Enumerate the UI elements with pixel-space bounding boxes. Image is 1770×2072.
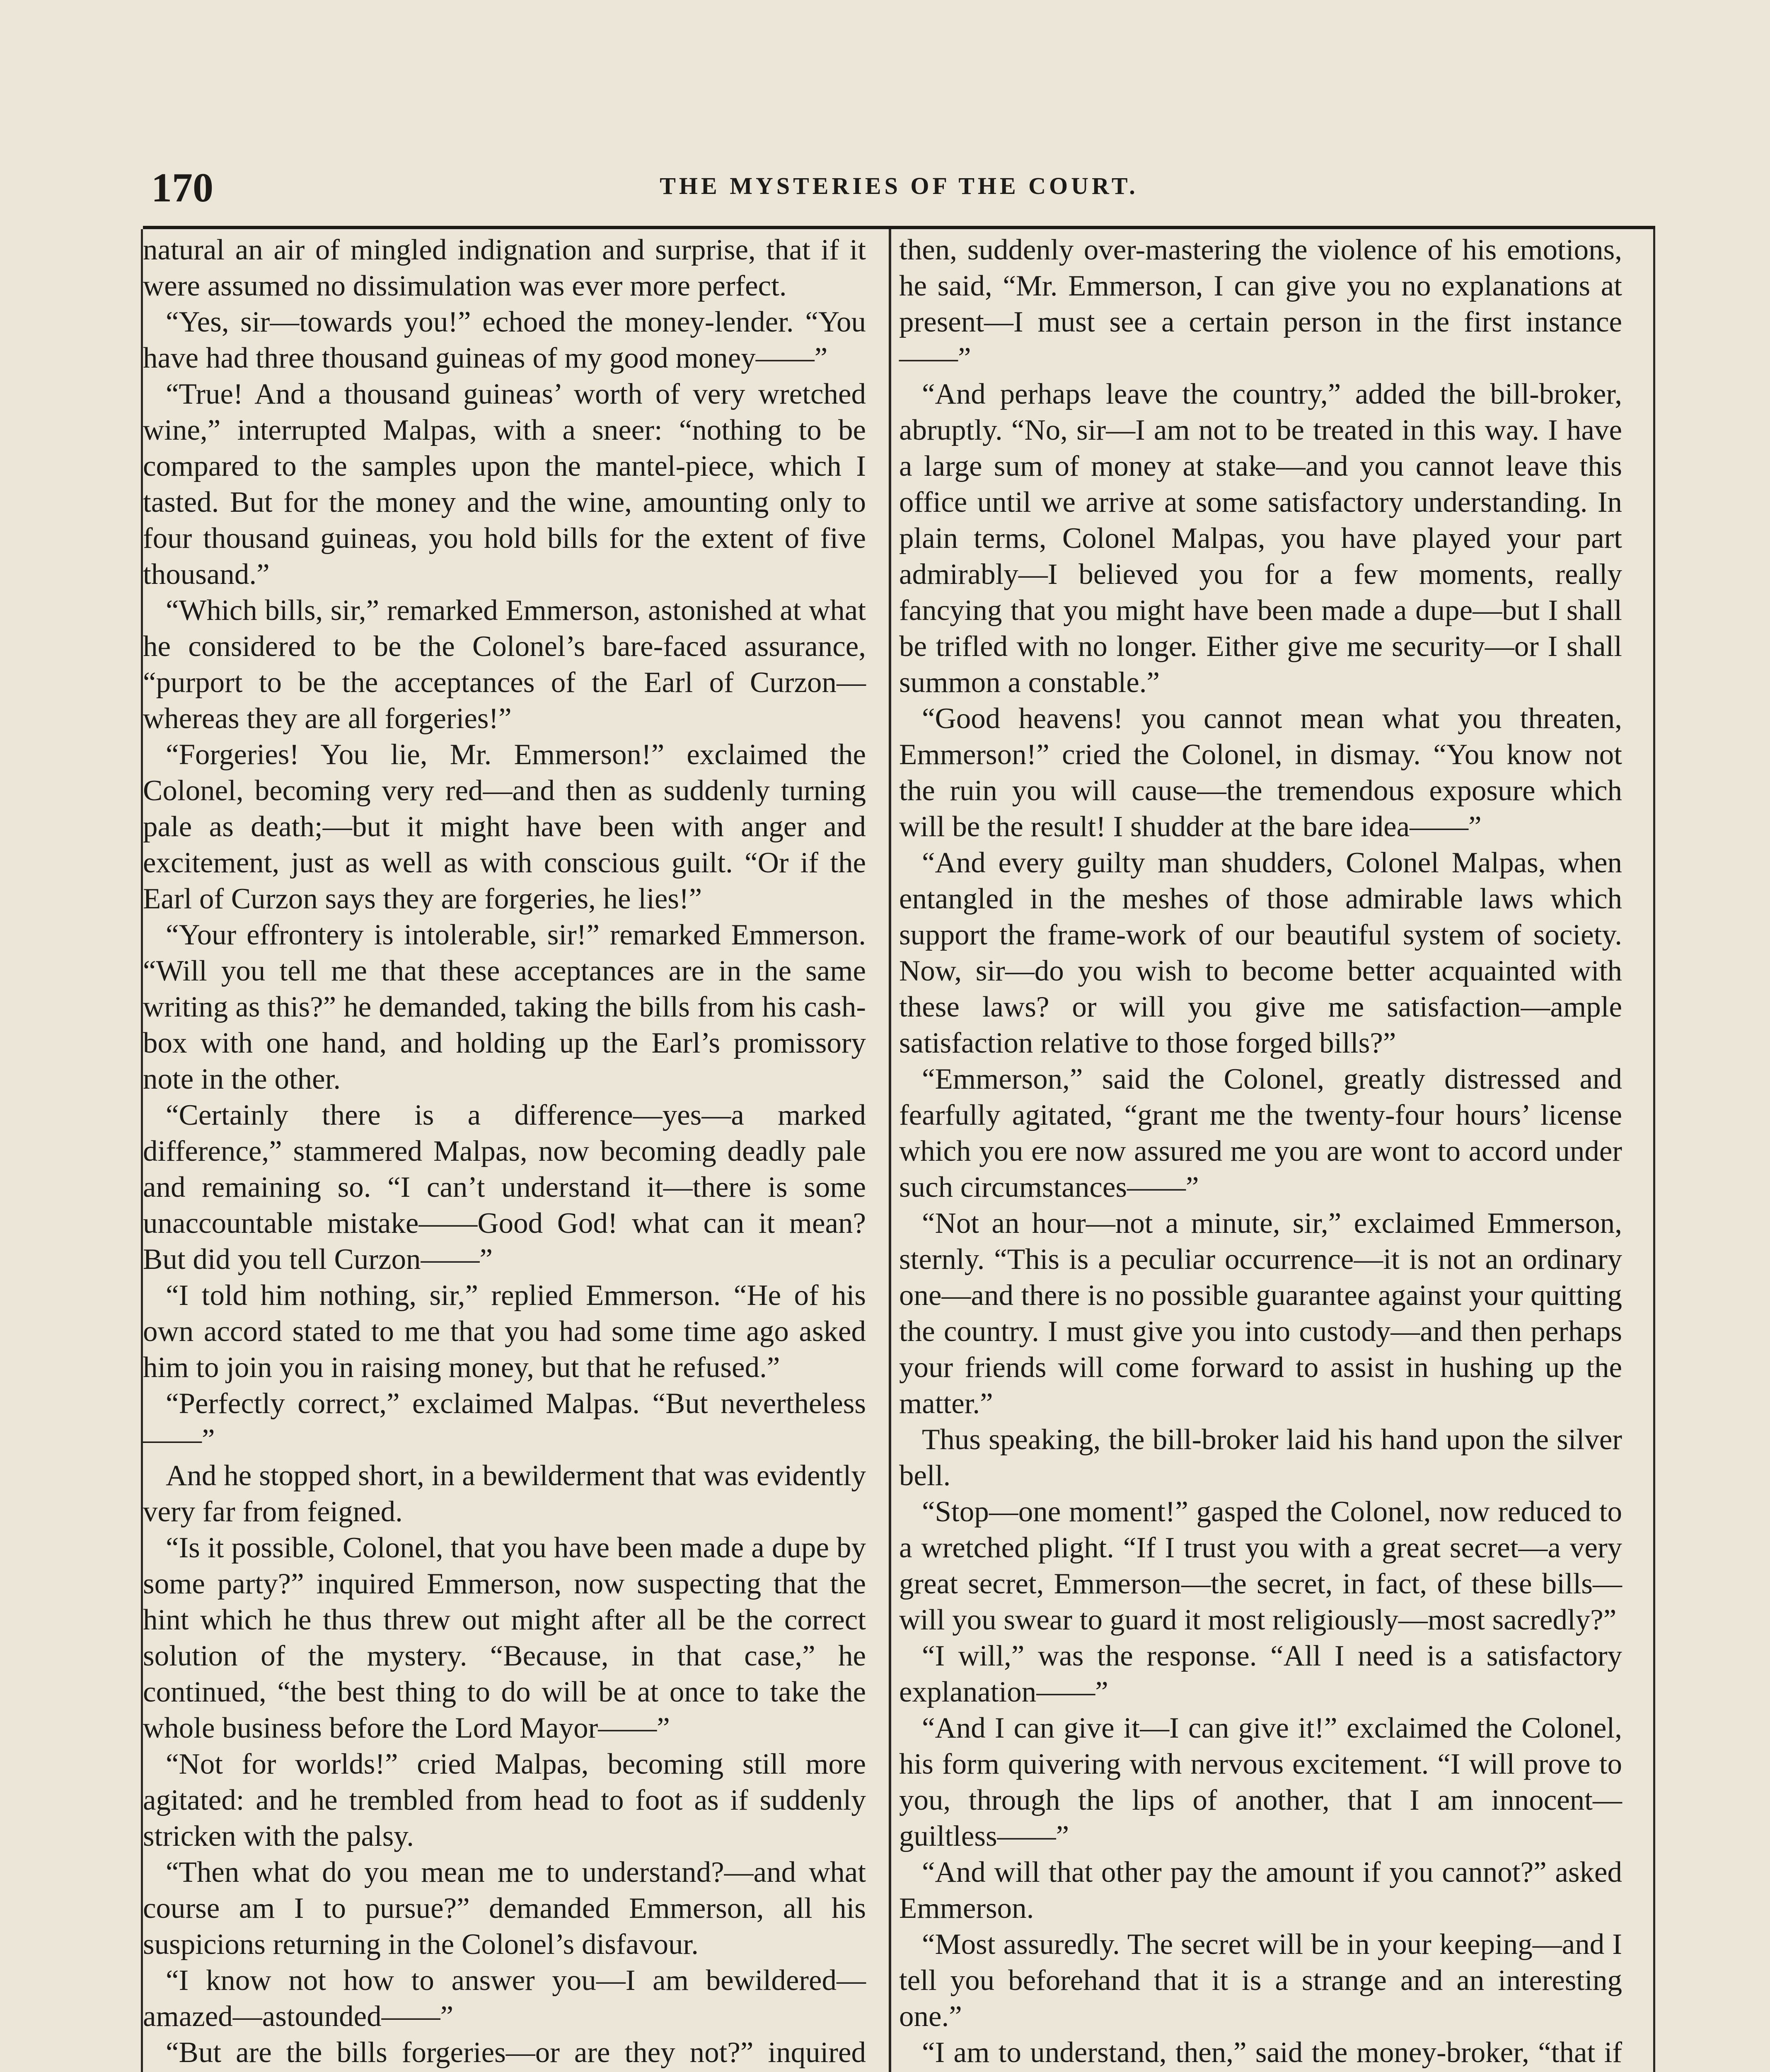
paragraph: then, suddenly over-mastering the violence of his emotions, he said, “Mr. Emmerson, I can give you no explanations at present—I must see a certain person in the first instance——” [899,234,1622,374]
paragraph: “Stop—one moment!” gasped the Colonel, now reduced to a wretched plight. “If I trust you with a great secret—a very great secret, Emmerson—the secret, in fact, of these bills—will you swear to guard it most religiously—most sacredly?” [899,1496,1622,1636]
header-rule [143,226,1655,229]
paragraph: “Is it possible, Colonel, that you have been made a dupe by some party?” inquired Emmerson, now suspecting that the hint which he thus threw out might after all be the correct solution of the mystery. “Because, in that case,” he continued, “the best thing to do will be at once to take the whole business before the Lord Mayor——” [143,1532,866,1744]
paragraph: “And perhaps leave the country,” added the bill-broker, abruptly. “No, sir—I am not to be treated in this way. I have a large sum of money at stake—and you cannot leave this office until we arrive at some satisfactory understanding. In plain terms, Colonel Malpas, you have played your part admirably—I believed you for a few moments, really fancying that you might have been made a dupe—but I shall be trifled with no longer. Either give me security—or I shall summon a constable.” [899,378,1622,699]
paragraph: “Then what do you mean me to understand?—and what course am I to pursue?” demanded Emmerson, all his suspicions returning in the Colonel’s disfavour. [143,1856,866,1961]
right-column [899,232,1622,2072]
paragraph: “But are the bills forgeries—or are they not?” inquired [166,2036,866,2069]
paragraph: “True! And a thousand guineas’ worth of very wretched wine,” interrupted Malpas, with a sneer: “nothing to be compared to the samples upon the mantel-piece, which I tasted. But for the money and the wine, amounting only to four thousand guineas, you hold bills for the extent of five thousand.” [143,378,866,591]
paragraph: “Certainly there is a difference—yes—a marked difference,” stammered Malpas, now becoming deadly pale and remaining so. “I can’t understand it—there is some unaccountable mistake——Good God! what can it mean? But did you tell Curzon——” [143,1099,866,1276]
paragraph: “Emmerson,” said the Colonel, greatly distressed and fearfully agitated, “grant me the twenty-four hours’ license which you ere now assured me you are wont to accord under such circumstances——” [899,1063,1622,1203]
paragraph: “I am to understand, then,” said the money-broker, “that if [922,2036,1622,2069]
paragraph: “I will,” was the response. “All I need is a satisfactory explanation——” [899,1640,1622,1708]
paragraph: “I know not how to answer you—I am bewildered—amazed—astounded——” [143,1964,866,2033]
column-divider [889,229,891,2072]
left-column [143,232,866,2072]
paragraph: “Not for worlds!” cried Malpas, becoming still more agitated: and he trembled from head to foot as if suddenly stricken with the palsy. [143,1748,866,1852]
paragraph: natural an air of mingled indignation and surprise, that if it were assumed no dissimulation was ever more perfect. [143,234,866,302]
page-header [143,164,1655,220]
paragraph: “I told him nothing, sir,” replied Emmerson. “He of his own accord stated to me that you had some time ago asked him to join you in raising money, but that he refused.” [143,1279,866,1384]
paragraph: “Perfectly correct,” exclaimed Malpas. “But nevertheless——” [143,1387,866,1456]
running-title: THE MYSTERIES OF THE COURT. [660,172,1139,199]
page-number: 170 [151,165,213,211]
paragraph: “And every guilty man shudders, Colonel Malpas, when entangled in the meshes of those admirable laws which support the frame-work of our beautiful system of society. Now, sir—do you wish to become better acquainted with these laws? or will you give me satisfaction—ample satisfaction relative to those forged bills?” [899,847,1622,1059]
paragraph: “And will that other pay the amount if you cannot?” asked Emmerson. [899,1856,1622,1924]
right-border-rule [1653,229,1655,2072]
paragraph: “Your effrontery is intolerable, sir!” remarked Emmerson. “Will you tell me that these acceptances are in the same writing as this?” he demanded, taking the bills from his cash-box with one hand, and holding up the Earl’s promissory note in the other. [143,919,866,1095]
paragraph: And he stopped short, in a bewilderment that was evidently very far from feigned. [143,1460,866,1528]
paragraph: “Forgeries! You lie, Mr. Emmerson!” exclaimed the Colonel, becoming very red—and then as suddenly turning pale as death;—but it might have been with anger and excitement, just as well as with conscious guilt. “Or if the Earl of Curzon says they are forgeries, he lies!” [143,738,866,915]
paragraph: “Yes, sir—towards you!” echoed the money-lender. “You have had three thousand guineas of my good money——” [143,306,866,374]
paragraph: “Good heavens! you cannot mean what you threaten, Emmerson!” cried the Colonel, in dismay. “You know not the ruin you will cause—the tremendous exposure which will be the result! I shudder at the bare idea——” [899,702,1622,843]
paragraph: “Which bills, sir,” remarked Emmerson, astonished at what he considered to be the Colonel’s bare-faced assurance, “purport to be the acceptances of the Earl of Curzon—whereas they are all forgeries!” [143,594,866,735]
paragraph: “Not an hour—not a minute, sir,” exclaimed Emmerson, sternly. “This is a peculiar occurrence—it is not an ordinary one—and there is no possible guarantee against your quitting the country. I must give you into custody—and then perhaps your friends will come forward to assist in hushing up the matter.” [899,1207,1622,1420]
paragraph: “Most assuredly. The secret will be in your keeping—and I tell you beforehand that it is a strange and an interesting one.” [899,1928,1622,2033]
paragraph: “And I can give it—I can give it!” exclaimed the Colonel, his form quivering with nervous excitement. “I will prove to you, through the lips of another, that I am innocent—guiltless——” [899,1712,1622,1852]
paragraph: Thus speaking, the bill-broker laid his hand upon the silver bell. [899,1423,1622,1492]
